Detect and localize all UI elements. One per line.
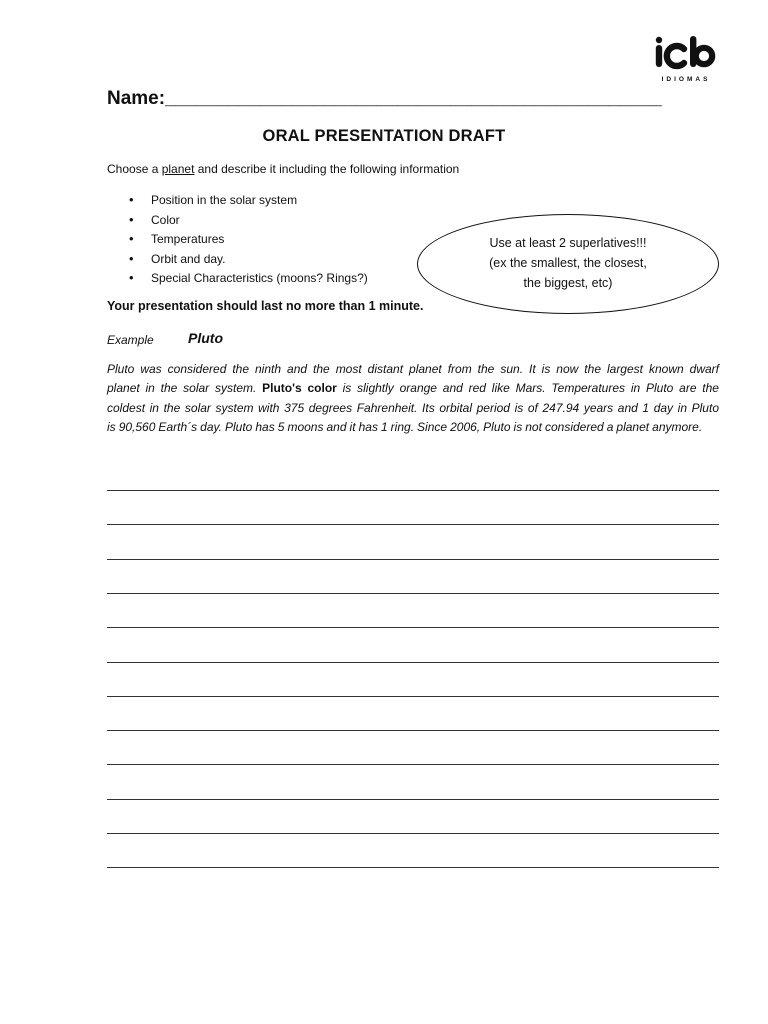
writing-line bbox=[107, 593, 719, 594]
paragraph-text: is slightly orange and red like Mars. Temperatures in Pluto are the bbox=[336, 381, 719, 396]
list-item: • Temperatures bbox=[107, 231, 368, 251]
example-paragraph bbox=[107, 360, 719, 438]
list-item: • Special Characteristics (moons? Rings?) bbox=[107, 270, 368, 290]
writing-line bbox=[107, 627, 719, 628]
length-note: Your presentation should last no more than 1 minute. bbox=[107, 299, 424, 313]
writing-line bbox=[107, 524, 719, 525]
callout-line: (ex the smallest, the closest, bbox=[489, 256, 647, 270]
info-list bbox=[107, 192, 368, 290]
instruction-text bbox=[107, 162, 459, 176]
instruction-before: Choose a bbox=[107, 162, 162, 176]
example-title: Pluto bbox=[188, 330, 223, 346]
icb-logo-mark bbox=[654, 36, 720, 74]
page-title: ORAL PRESENTATION DRAFT bbox=[262, 127, 506, 145]
instruction-after: and describe it including the following information bbox=[194, 162, 460, 176]
paragraph-line: coldest in the solar system with 375 degrees Fahrenheit. Its orbital period is of 247.94 years and 1 day in Pluto bbox=[107, 400, 719, 415]
instruction-underlined: planet bbox=[161, 162, 195, 176]
paragraph-bold-text: Pluto's color bbox=[262, 381, 337, 396]
example-label: Example bbox=[107, 333, 154, 347]
writing-line bbox=[107, 662, 719, 663]
writing-line bbox=[107, 696, 719, 697]
list-item: • Position in the solar system bbox=[107, 192, 368, 212]
paragraph-text: planet in the solar system. bbox=[107, 381, 263, 396]
writing-line bbox=[107, 490, 719, 491]
callout-line: the biggest, etc) bbox=[523, 276, 613, 290]
paragraph-line bbox=[107, 379, 719, 398]
writing-line bbox=[107, 730, 719, 731]
paragraph-line: is 90,560 Earth´s day. Pluto has 5 moons and it has 1 ring. Since 2006, Pluto is not considered a planet anymore. bbox=[107, 420, 703, 435]
logo-subtext: IDIOMAS bbox=[661, 76, 711, 83]
name-field: Name:_______________________________________________ bbox=[107, 88, 662, 109]
writing-line bbox=[107, 799, 719, 800]
callout-line: Use at least 2 superlatives!!! bbox=[489, 236, 647, 250]
list-item: • Color bbox=[107, 212, 368, 232]
list-item: • Orbit and day. bbox=[107, 251, 368, 271]
writing-line bbox=[107, 867, 719, 868]
writing-line bbox=[107, 559, 719, 560]
icb-idiomas-logo bbox=[654, 36, 724, 88]
writing-line bbox=[107, 833, 719, 834]
writing-line bbox=[107, 764, 719, 765]
paragraph-line: Pluto was considered the ninth and the most distant planet from the sun. It is now the largest known dwarf bbox=[107, 362, 719, 376]
superlatives-callout-text bbox=[417, 233, 719, 293]
